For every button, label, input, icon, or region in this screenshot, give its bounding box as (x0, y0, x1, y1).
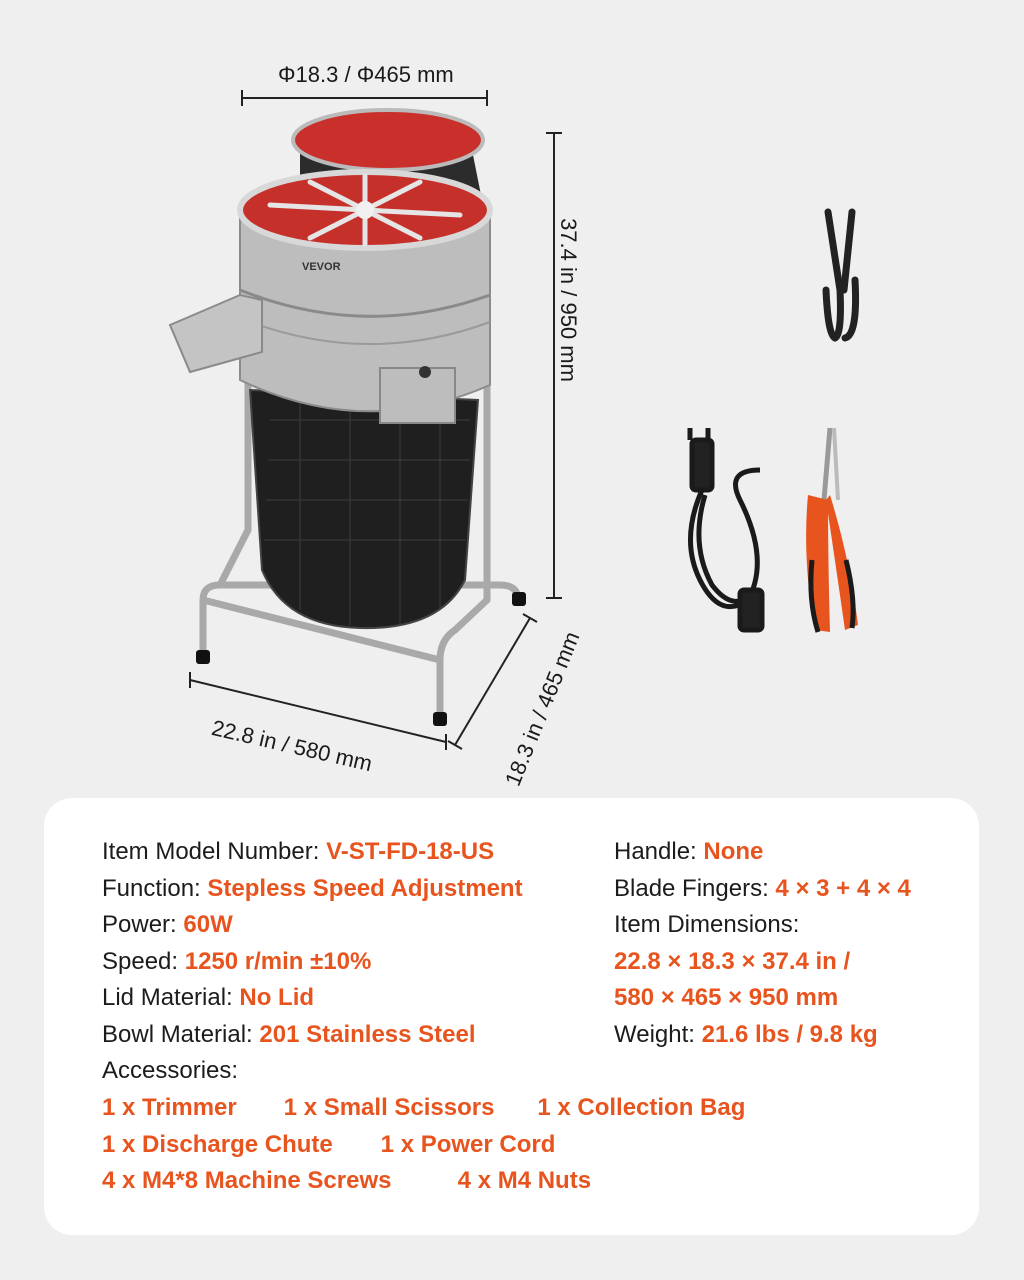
spec-row-bowl (102, 1017, 523, 1054)
spec-label: Item Model Number: (102, 838, 327, 865)
spec-label: Handle: (614, 838, 704, 865)
spec-label: Accessories: (102, 1057, 239, 1084)
accessory-item: 1 x Trimmer (102, 1094, 237, 1121)
spec-row-speed (102, 944, 523, 981)
spec-label: Bowl Material: (102, 1020, 260, 1048)
dimension-depth: 18.3 in / 465 mm (500, 628, 585, 790)
accessories-row (102, 1163, 745, 1200)
pruning-snips-illustration (806, 428, 858, 632)
spec-row-weight (614, 1017, 911, 1054)
spec-row-model (102, 834, 523, 871)
spec-value: No Lid (239, 984, 315, 1011)
foot-right (512, 592, 526, 606)
accessories-row (102, 1127, 745, 1164)
spec-value: 580 × 465 × 950 mm (614, 984, 839, 1011)
foot-left (196, 650, 210, 664)
spec-label: Function: (102, 874, 208, 902)
small-scissors-illustration (826, 212, 856, 338)
spec-row-dimensions-in (614, 944, 911, 981)
spec-card (44, 798, 979, 1235)
spec-value: None (703, 838, 764, 865)
spec-label: Speed: (102, 947, 185, 975)
spec-label: Power: (102, 911, 184, 938)
spec-label: Blade Fingers: (614, 874, 776, 902)
spec-row-dimensions-mm (614, 980, 911, 1017)
accessories-list (102, 1090, 745, 1200)
spec-row-blade-fingers (614, 871, 911, 908)
accessory-item: 1 x Discharge Chute (102, 1130, 333, 1158)
accessories-row (102, 1090, 745, 1127)
accessory-item: 4 x M4*8 Machine Screws (102, 1167, 392, 1194)
spec-value: 4 × 3 + 4 × 4 (775, 874, 911, 902)
dimension-height: 37.4 in / 950 mm (556, 218, 581, 382)
spec-value: 60W (183, 911, 233, 938)
spec-value: V-ST-FD-18-US (326, 838, 495, 865)
spec-value: 201 Stainless Steel (259, 1020, 476, 1048)
spec-value: 22.8 × 18.3 × 37.4 in / (614, 947, 851, 975)
accessory-item: 4 x M4 Nuts (457, 1167, 592, 1194)
spec-row-lid (102, 980, 523, 1017)
dimension-width: 22.8 in / 580 mm (209, 715, 375, 777)
spec-row-dimensions (614, 907, 911, 944)
spec-column-left (102, 834, 523, 1090)
spec-label: Item Dimensions: (614, 911, 800, 938)
spec-row-power (102, 907, 523, 944)
spec-column-right (614, 834, 911, 1053)
spec-label: Weight: (614, 1020, 702, 1048)
accessory-item: 1 x Small Scissors (283, 1094, 495, 1121)
spec-value: 21.6 lbs / 9.8 kg (701, 1020, 878, 1048)
accessory-item: 1 x Collection Bag (537, 1094, 746, 1121)
spec-value: 1250 r/min ±10% (184, 947, 372, 975)
spec-row-handle (614, 834, 911, 871)
control-box (380, 366, 455, 423)
accessory-item: 1 x Power Cord (380, 1130, 556, 1158)
spec-label: Lid Material: (102, 984, 240, 1011)
spec-row-accessories (102, 1053, 523, 1090)
power-cord-illustration (690, 428, 762, 630)
dimension-top-diameter: Φ18.3 / Φ465 mm (278, 62, 454, 87)
brand-logo: VEVOR (302, 261, 341, 273)
collection-bag (250, 390, 478, 628)
spec-value: Stepless Speed Adjustment (207, 874, 523, 902)
foot-front (433, 712, 447, 726)
spec-row-function (102, 871, 523, 908)
